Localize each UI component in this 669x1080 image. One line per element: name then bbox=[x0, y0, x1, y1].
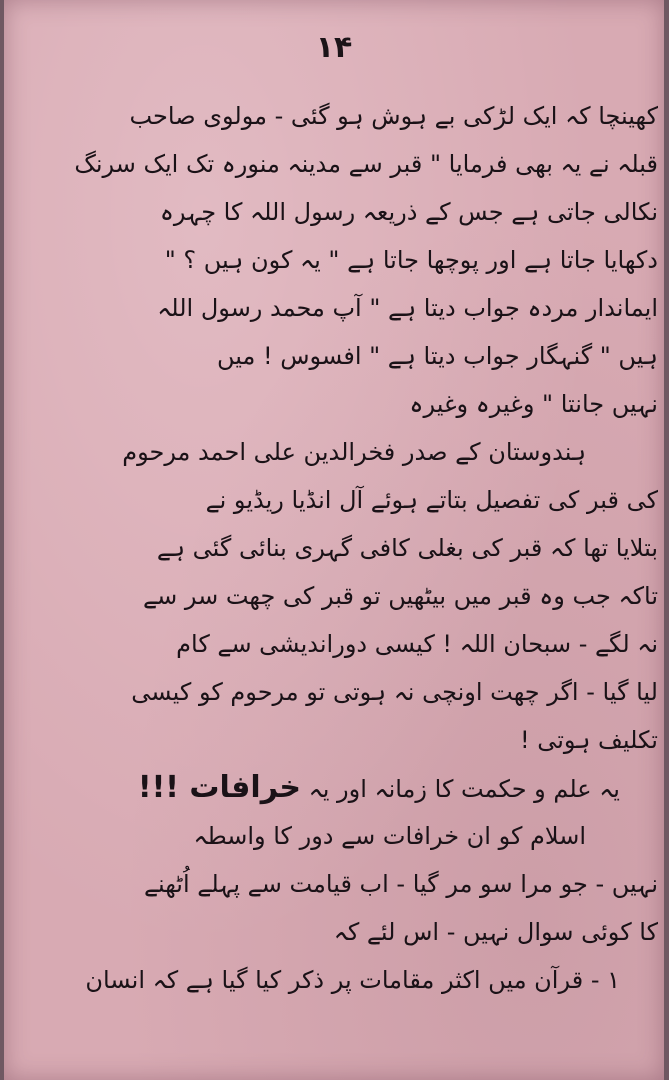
text-line bbox=[22, 956, 658, 1004]
line-text: ایماندار مردہ جواب دیتا ہے " آپ محمد رسول اللہ bbox=[157, 294, 658, 322]
line-text: کا کوئی سوال نہیں - اس لئے کہ bbox=[333, 918, 658, 946]
text-line bbox=[22, 476, 658, 524]
line-text: نکالی جاتی ہے جس کے ذریعہ رسول اللہ کا چہرہ bbox=[159, 198, 658, 226]
line-text: یہ علم و حکمت کا زمانہ اور یہ bbox=[308, 775, 620, 803]
line-text: تکلیف ہوتی ! bbox=[520, 726, 658, 754]
page-body-text bbox=[22, 92, 658, 1004]
line-text: لیا گیا - اگر چھت اونچی نہ ہوتی تو مرحوم کو کیسی bbox=[131, 678, 658, 706]
text-line bbox=[22, 188, 658, 236]
text-line bbox=[22, 428, 658, 476]
line-text: ۱ - قرآن میں اکثر مقامات پر ذکر کیا گیا ہے کہ انسان bbox=[85, 966, 620, 994]
text-line bbox=[22, 140, 658, 188]
text-line bbox=[22, 236, 658, 284]
text-line bbox=[22, 92, 658, 140]
text-line bbox=[22, 908, 658, 956]
text-line bbox=[22, 380, 658, 428]
line-text: قبلہ نے یہ بھی فرمایا " قبر سے مدینہ منورہ تک ایک سرنگ bbox=[74, 150, 658, 178]
line-text: کی قبر کی تفصیل بتاتے ہوئے آل انڈیا ریڈیو نے bbox=[205, 486, 658, 514]
text-line bbox=[22, 332, 658, 380]
page-number: ۱۴ bbox=[315, 30, 353, 65]
text-line bbox=[22, 716, 658, 764]
emphasized-word: خرافات !!! bbox=[137, 770, 302, 805]
text-line bbox=[22, 572, 658, 620]
text-line bbox=[22, 812, 658, 860]
book-page bbox=[4, 0, 664, 1080]
line-text: بتلایا تھا کہ قبر کی بغلی کافی گہری بنائی گئی ہے bbox=[156, 534, 658, 562]
line-text: دکھایا جاتا ہے اور پوچھا جاتا ہے " یہ کون ہیں ؟ " bbox=[164, 246, 658, 274]
line-text: کھینچا کہ ایک لڑکی بے ہوش ہو گئی - مولوی صاحب bbox=[129, 102, 658, 130]
line-text: نہ لگے - سبحان اللہ ! کیسی دوراندیشی سے کام bbox=[176, 630, 658, 658]
text-line bbox=[22, 524, 658, 572]
text-line bbox=[22, 764, 658, 812]
text-line bbox=[22, 620, 658, 668]
line-text: نہیں - جو مرا سو مر گیا - اب قیامت سے پہلے اُٹھنے bbox=[143, 870, 658, 898]
line-text: نہیں جانتا " وغیرہ وغیرہ bbox=[409, 390, 658, 418]
line-text: ہندوستان کے صدر فخرالدین علی احمد مرحوم bbox=[122, 438, 586, 466]
text-line bbox=[22, 284, 658, 332]
line-text: ہیں " گنہگار جواب دیتا ہے " افسوس ! میں bbox=[217, 342, 658, 370]
text-line bbox=[22, 668, 658, 716]
text-line bbox=[22, 860, 658, 908]
line-text: تاکہ جب وہ قبر میں بیٹھیں تو قبر کی چھت سر سے bbox=[143, 582, 658, 610]
line-text: اسلام کو ان خرافات سے دور کا واسطہ bbox=[193, 822, 586, 850]
